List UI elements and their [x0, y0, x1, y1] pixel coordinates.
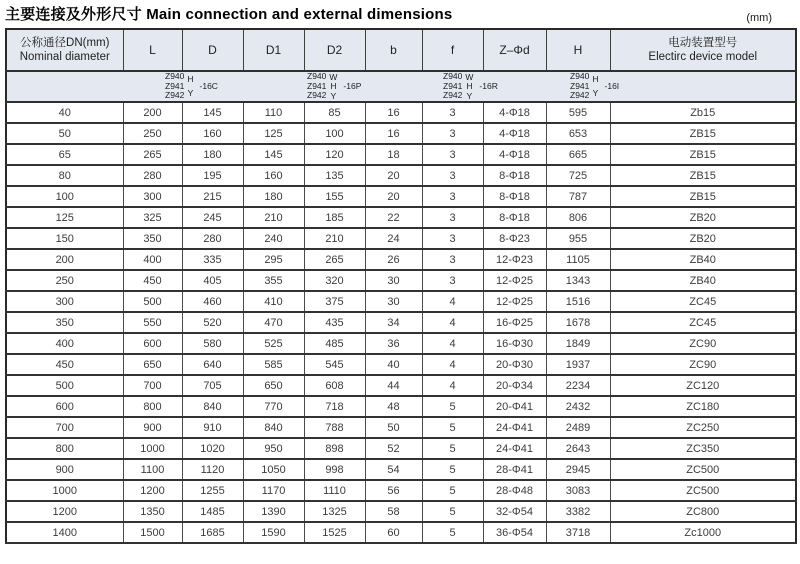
table-row	[6, 249, 796, 270]
cell-D2: 210	[304, 228, 365, 249]
cell-dn: 150	[6, 228, 123, 249]
cell-z-phi-d: 32-Φ54	[483, 501, 546, 522]
cell-b: 48	[365, 396, 422, 417]
cell-L: 700	[123, 375, 182, 396]
cell-z-phi-d: 12-Φ25	[483, 270, 546, 291]
cell-D2: 265	[304, 249, 365, 270]
cell-z-phi-d: 8-Φ23	[483, 228, 546, 249]
model-series-codes: Z940 Z941 Z942	[307, 71, 327, 101]
cell-D1: 410	[243, 291, 304, 312]
cell-f: 5	[422, 459, 483, 480]
cell-dn: 600	[6, 396, 123, 417]
cell-D2: 435	[304, 312, 365, 333]
cell-dn: 100	[6, 186, 123, 207]
cell-b: 20	[365, 186, 422, 207]
cell-dn: 800	[6, 438, 123, 459]
col-header-nominal-diameter-en: Nominal diameter	[19, 51, 110, 63]
cell-z-phi-d: 24-Φ41	[483, 417, 546, 438]
cell-D2: 100	[304, 123, 365, 144]
cell-dn: 1200	[6, 501, 123, 522]
cell-D1: 180	[243, 186, 304, 207]
model-series-suffix: -16P	[343, 80, 362, 91]
table-row	[6, 522, 796, 543]
page-title	[5, 3, 452, 24]
cell-D1: 145	[243, 144, 304, 165]
cell-D: 580	[182, 333, 243, 354]
cell-L: 900	[123, 417, 182, 438]
cell-H: 1849	[546, 333, 610, 354]
cell-D: 1255	[182, 480, 243, 501]
dimensions-table	[5, 28, 797, 544]
cell-b: 50	[365, 417, 422, 438]
cell-f: 3	[422, 165, 483, 186]
cell-D: 215	[182, 186, 243, 207]
cell-D: 910	[182, 417, 243, 438]
cell-D1: 160	[243, 165, 304, 186]
col-header-D2: D2	[304, 29, 365, 71]
cell-z-phi-d: 8-Φ18	[483, 207, 546, 228]
cell-z-phi-d: 24-Φ41	[483, 438, 546, 459]
cell-dn: 250	[6, 270, 123, 291]
cell-D: 335	[182, 249, 243, 270]
cell-L: 500	[123, 291, 182, 312]
cell-z-phi-d: 36-Φ54	[483, 522, 546, 543]
cell-D2: 1525	[304, 522, 365, 543]
cell-D: 1020	[182, 438, 243, 459]
cell-D1: 210	[243, 207, 304, 228]
cell-model: ZB15	[610, 186, 796, 207]
cell-H: 787	[546, 186, 610, 207]
cell-D1: 240	[243, 228, 304, 249]
cell-z-phi-d: 20-Φ34	[483, 375, 546, 396]
cell-b: 30	[365, 291, 422, 312]
cell-D2: 1325	[304, 501, 365, 522]
table-row	[6, 396, 796, 417]
cell-D: 840	[182, 396, 243, 417]
cell-b: 36	[365, 333, 422, 354]
cell-L: 1500	[123, 522, 182, 543]
cell-model: ZC120	[610, 375, 796, 396]
table-row	[6, 459, 796, 480]
cell-dn: 125	[6, 207, 123, 228]
cell-b: 30	[365, 270, 422, 291]
cell-D: 405	[182, 270, 243, 291]
cell-z-phi-d: 16-Φ30	[483, 333, 546, 354]
cell-D1: 840	[243, 417, 304, 438]
table-row	[6, 270, 796, 291]
cell-D: 145	[182, 102, 243, 123]
cell-D: 180	[182, 144, 243, 165]
col-header-model-zh: 电动装置型号	[668, 37, 738, 49]
cell-H: 2432	[546, 396, 610, 417]
page-title-zh: 主要连接及外形尺寸	[5, 6, 142, 23]
cell-f: 3	[422, 123, 483, 144]
cell-model: ZC90	[610, 333, 796, 354]
cell-f: 3	[422, 144, 483, 165]
table-row	[6, 333, 796, 354]
cell-D1: 585	[243, 354, 304, 375]
cell-b: 18	[365, 144, 422, 165]
cell-D: 520	[182, 312, 243, 333]
cell-D: 1120	[182, 459, 243, 480]
cell-L: 300	[123, 186, 182, 207]
cell-model: ZB15	[610, 123, 796, 144]
model-series-suffix: -16C	[199, 80, 218, 91]
cell-D2: 608	[304, 375, 365, 396]
cell-L: 250	[123, 123, 182, 144]
cell-dn: 200	[6, 249, 123, 270]
cell-b: 60	[365, 522, 422, 543]
cell-L: 350	[123, 228, 182, 249]
cell-L: 600	[123, 333, 182, 354]
cell-D2: 120	[304, 144, 365, 165]
cell-f: 4	[422, 333, 483, 354]
table-row	[6, 186, 796, 207]
cell-dn: 900	[6, 459, 123, 480]
subheader-row	[6, 71, 796, 102]
cell-D1: 525	[243, 333, 304, 354]
model-series-letters: H Y	[592, 73, 599, 98]
cell-H: 2234	[546, 375, 610, 396]
model-series-group	[307, 73, 361, 101]
col-header-f: f	[422, 29, 483, 71]
cell-b: 22	[365, 207, 422, 228]
cell-b: 44	[365, 375, 422, 396]
cell-L: 200	[123, 102, 182, 123]
cell-model: ZC45	[610, 312, 796, 333]
cell-f: 4	[422, 291, 483, 312]
cell-D1: 1590	[243, 522, 304, 543]
cell-D: 280	[182, 228, 243, 249]
cell-D2: 788	[304, 417, 365, 438]
cell-dn: 350	[6, 312, 123, 333]
cell-H: 955	[546, 228, 610, 249]
cell-model: ZB20	[610, 207, 796, 228]
cell-D: 245	[182, 207, 243, 228]
cell-f: 4	[422, 312, 483, 333]
cell-L: 1000	[123, 438, 182, 459]
cell-model: ZB15	[610, 144, 796, 165]
cell-f: 3	[422, 207, 483, 228]
cell-model: ZC45	[610, 291, 796, 312]
cell-f: 4	[422, 375, 483, 396]
cell-D: 160	[182, 123, 243, 144]
cell-H: 665	[546, 144, 610, 165]
cell-D2: 898	[304, 438, 365, 459]
cell-D2: 320	[304, 270, 365, 291]
cell-D: 195	[182, 165, 243, 186]
cell-model: Zb15	[610, 102, 796, 123]
cell-b: 58	[365, 501, 422, 522]
cell-f: 3	[422, 270, 483, 291]
cell-D1: 295	[243, 249, 304, 270]
cell-model: ZC500	[610, 480, 796, 501]
cell-D2: 155	[304, 186, 365, 207]
model-series-group	[165, 73, 218, 101]
cell-H: 2489	[546, 417, 610, 438]
cell-f: 5	[422, 522, 483, 543]
table-row	[6, 123, 796, 144]
cell-D1: 650	[243, 375, 304, 396]
col-header-b: b	[365, 29, 422, 71]
cell-f: 3	[422, 186, 483, 207]
cell-L: 650	[123, 354, 182, 375]
cell-dn: 65	[6, 144, 123, 165]
table-row	[6, 354, 796, 375]
cell-dn: 500	[6, 375, 123, 396]
cell-z-phi-d: 4-Φ18	[483, 102, 546, 123]
cell-model: ZC250	[610, 417, 796, 438]
cell-f: 5	[422, 417, 483, 438]
cell-H: 1937	[546, 354, 610, 375]
cell-dn: 1000	[6, 480, 123, 501]
cell-D2: 718	[304, 396, 365, 417]
col-header-L: L	[123, 29, 182, 71]
cell-dn: 300	[6, 291, 123, 312]
model-series-letters: H Y	[187, 73, 194, 98]
model-series-codes: Z940 Z941 Z942	[165, 71, 185, 101]
col-header-H: H	[546, 29, 610, 71]
col-header-nominal-diameter-zh: 公称通径DN(mm)	[20, 37, 110, 49]
cell-f: 3	[422, 102, 483, 123]
cell-D1: 110	[243, 102, 304, 123]
title-bar	[0, 0, 800, 28]
cell-f: 5	[422, 501, 483, 522]
cell-D1: 470	[243, 312, 304, 333]
table-row	[6, 144, 796, 165]
cell-dn: 50	[6, 123, 123, 144]
cell-D2: 485	[304, 333, 365, 354]
cell-L: 800	[123, 396, 182, 417]
cell-f: 4	[422, 354, 483, 375]
cell-D1: 125	[243, 123, 304, 144]
valve-model-series-cell	[6, 71, 796, 102]
cell-f: 3	[422, 228, 483, 249]
table-row	[6, 375, 796, 396]
cell-dn: 80	[6, 165, 123, 186]
cell-b: 52	[365, 438, 422, 459]
cell-model: ZC500	[610, 459, 796, 480]
header-row	[6, 29, 796, 71]
cell-L: 400	[123, 249, 182, 270]
model-series-suffix: -16R	[479, 80, 498, 91]
cell-H: 2643	[546, 438, 610, 459]
cell-z-phi-d: 4-Φ18	[483, 144, 546, 165]
table-row	[6, 102, 796, 123]
cell-b: 54	[365, 459, 422, 480]
cell-z-phi-d: 8-Φ18	[483, 165, 546, 186]
cell-dn: 700	[6, 417, 123, 438]
cell-D: 640	[182, 354, 243, 375]
cell-z-phi-d: 16-Φ25	[483, 312, 546, 333]
cell-L: 450	[123, 270, 182, 291]
cell-D: 705	[182, 375, 243, 396]
cell-D1: 1170	[243, 480, 304, 501]
cell-b: 40	[365, 354, 422, 375]
model-series-codes: Z940 Z941 Z942	[443, 71, 463, 101]
cell-H: 806	[546, 207, 610, 228]
cell-z-phi-d: 4-Φ18	[483, 123, 546, 144]
cell-H: 2945	[546, 459, 610, 480]
cell-H: 1105	[546, 249, 610, 270]
cell-D2: 185	[304, 207, 365, 228]
col-header-electric-device-model	[610, 29, 796, 71]
cell-L: 1200	[123, 480, 182, 501]
cell-z-phi-d: 20-Φ30	[483, 354, 546, 375]
table-row	[6, 207, 796, 228]
cell-H: 1678	[546, 312, 610, 333]
cell-f: 5	[422, 480, 483, 501]
cell-L: 1350	[123, 501, 182, 522]
cell-model: ZB40	[610, 249, 796, 270]
cell-dn: 40	[6, 102, 123, 123]
table-row	[6, 291, 796, 312]
cell-z-phi-d: 12-Φ25	[483, 291, 546, 312]
cell-dn: 450	[6, 354, 123, 375]
cell-model: Zc1000	[610, 522, 796, 543]
cell-z-phi-d: 20-Φ41	[483, 396, 546, 417]
cell-D2: 85	[304, 102, 365, 123]
cell-b: 56	[365, 480, 422, 501]
cell-L: 265	[123, 144, 182, 165]
col-header-D1: D1	[243, 29, 304, 71]
cell-model: ZB20	[610, 228, 796, 249]
cell-b: 16	[365, 123, 422, 144]
cell-model: ZC90	[610, 354, 796, 375]
cell-z-phi-d: 8-Φ18	[483, 186, 546, 207]
model-series-suffix: -16I	[604, 80, 620, 91]
cell-D1: 355	[243, 270, 304, 291]
cell-H: 1516	[546, 291, 610, 312]
cell-H: 3083	[546, 480, 610, 501]
col-header-z-phi-d: Z–Φd	[483, 29, 546, 71]
cell-z-phi-d: 28-Φ48	[483, 480, 546, 501]
model-series-codes: Z940 Z941 Z942	[570, 71, 590, 101]
cell-f: 5	[422, 396, 483, 417]
cell-dn: 400	[6, 333, 123, 354]
cell-model: ZC800	[610, 501, 796, 522]
cell-D1: 770	[243, 396, 304, 417]
model-series-group	[570, 73, 619, 101]
cell-f: 3	[422, 249, 483, 270]
model-series-group	[443, 73, 498, 101]
cell-D1: 1390	[243, 501, 304, 522]
cell-D2: 1110	[304, 480, 365, 501]
cell-model: ZC350	[610, 438, 796, 459]
cell-f: 5	[422, 438, 483, 459]
model-series-letters: W H Y	[329, 71, 338, 101]
cell-D: 1485	[182, 501, 243, 522]
cell-H: 3718	[546, 522, 610, 543]
cell-H: 653	[546, 123, 610, 144]
cell-b: 16	[365, 102, 422, 123]
cell-L: 280	[123, 165, 182, 186]
cell-D2: 998	[304, 459, 365, 480]
cell-L: 1100	[123, 459, 182, 480]
cell-L: 550	[123, 312, 182, 333]
table-row	[6, 438, 796, 459]
cell-b: 34	[365, 312, 422, 333]
cell-D1: 1050	[243, 459, 304, 480]
cell-model: ZB15	[610, 165, 796, 186]
cell-D1: 950	[243, 438, 304, 459]
col-header-nominal-diameter	[6, 29, 123, 71]
cell-z-phi-d: 28-Φ41	[483, 459, 546, 480]
table-row	[6, 228, 796, 249]
cell-b: 20	[365, 165, 422, 186]
unit-label: (mm)	[746, 12, 772, 24]
table-row	[6, 417, 796, 438]
model-series-letters: W H Y	[465, 71, 474, 101]
cell-H: 3382	[546, 501, 610, 522]
cell-D: 1685	[182, 522, 243, 543]
cell-H: 725	[546, 165, 610, 186]
cell-H: 595	[546, 102, 610, 123]
cell-model: ZB40	[610, 270, 796, 291]
cell-z-phi-d: 12-Φ23	[483, 249, 546, 270]
table-row	[6, 312, 796, 333]
col-header-model-en: Electirc device model	[648, 51, 758, 63]
cell-D: 460	[182, 291, 243, 312]
cell-D2: 375	[304, 291, 365, 312]
table-row	[6, 501, 796, 522]
cell-model: ZC180	[610, 396, 796, 417]
cell-b: 24	[365, 228, 422, 249]
table-row	[6, 165, 796, 186]
cell-L: 325	[123, 207, 182, 228]
cell-D2: 545	[304, 354, 365, 375]
page-title-en: Main connection and external dimensions	[146, 6, 453, 23]
table-row	[6, 480, 796, 501]
cell-H: 1343	[546, 270, 610, 291]
cell-dn: 1400	[6, 522, 123, 543]
cell-b: 26	[365, 249, 422, 270]
cell-D2: 135	[304, 165, 365, 186]
col-header-D: D	[182, 29, 243, 71]
